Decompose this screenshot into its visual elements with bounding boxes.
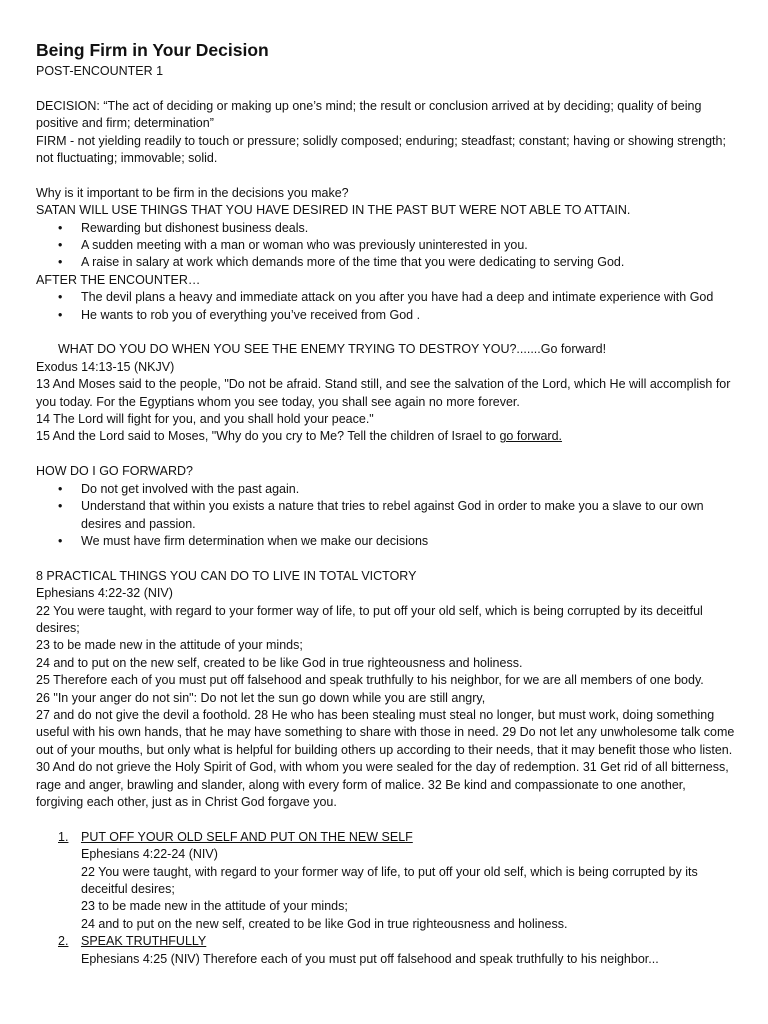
verse-15-text: 15 And the Lord said to Moses, "Why do you cry to Me? Tell the children of Israel to [36,429,500,444]
after-heading: AFTER THE ENCOUNTER… [36,272,201,287]
document-page [36,38,736,968]
point-line: 23 to be made new in the attitude of your minds; [81,899,348,914]
spacer [36,446,736,463]
list-item: • Understand that within you exists a nature that tries to rebel against God in order to make you a slave to our own desires and passion. [36,498,736,533]
spacer [36,167,736,184]
practical-heading: 8 PRACTICAL THINGS YOU CAN DO TO LIVE IN TOTAL VICTORY [36,568,417,583]
satan-heading: SATAN WILL USE THINGS THAT YOU HAVE DESIRED IN THE PAST BUT WERE NOT ABLE TO ATTAIN. [36,203,631,218]
enemy-question: WHAT DO YOU DO WHEN YOU SEE THE ENEMY TRYING TO DESTROY YOU?.......Go forward! [58,342,607,357]
spacer [36,324,736,341]
point-line: Ephesians 4:22-24 (NIV) [81,847,218,862]
point-line: 22 You were taught, with regard to your former way of life, to put off your old self, which is being corrupted by its deceitful desires; [81,864,698,896]
point-heading: PUT OFF YOUR OLD SELF AND PUT ON THE NEW SELF [81,829,413,844]
list-item: • Do not get involved with the past again. [36,481,736,498]
list-item: • He wants to rob you of everything you’ve received from God . [36,307,736,324]
document-title: Being Firm in Your Decision [36,40,269,60]
definition-decision: DECISION: “The act of deciding or making up one’s mind; the result or conclusion arrived at by deciding; quality of being positive and firm; determination” [36,98,702,131]
spacer [36,80,736,97]
forward-list [36,481,736,551]
verse-26: 26 "In your anger do not sin": Do not let the sun go down while you are still angry, [36,690,486,705]
list-item: • A sudden meeting with a man or woman who was previously uninterested in you. [36,237,736,254]
definition-firm: FIRM - not yielding readily to touch or pressure; solidly composed; enduring; steadfast; constant; having or showing strength; not fluctuating; immovable; solid. [36,133,726,166]
verse-25: 25 Therefore each of you must put off falsehood and speak truthfully to his neighbor, for we are all members of one body. [36,673,704,688]
scripture-reference: Ephesians 4:22-32 (NIV) [36,586,173,601]
verse-27-32: 27 and do not give the devil a foothold. 28 He who has been stealing must steal no longer, but must work, doing something useful with his own hands, that he may have something to share with those in need. 29 Do not let any unwholesome talk come out of your mouths, but only what is helpful for building others up according to their needs, that it may benefit those who listen. 30 And do not grieve the Holy Spirit of God, with whom you were sealed for the day of redemption. 31 Get rid of all bitterness, rage and anger, brawling and slander, along with every form of malice. 32 Be kind and compassionate to one another, forgiving each other, just as in Christ God forgave you. [36,707,735,809]
verse-24: 24 and to put on the new self, created to be like God in true righteousness and holiness. [36,655,523,670]
point-number: 1. [58,829,69,844]
verse-15 [36,428,736,445]
spacer [36,550,736,567]
verse-14: 14 The Lord will fight for you, and you shall hold your peace." [36,412,374,427]
verse-22: 22 You were taught, with regard to your former way of life, to put off your old self, which is being corrupted by its deceitful desires; [36,603,703,635]
verse-23: 23 to be made new in the attitude of your minds; [36,638,303,653]
satan-list [36,220,736,272]
point-number: 2. [58,934,69,949]
spacer [36,811,736,828]
point-heading: SPEAK TRUTHFULLY [81,934,207,949]
list-item: • A raise in salary at work which demands more of the time that you were dedicating to serving God. [36,254,736,271]
go-forward-underlined: go forward. [499,429,563,444]
numbered-point [36,829,736,933]
scripture-reference: Exodus 14:13-15 (NKJV) [36,359,175,374]
point-line: Ephesians 4:25 (NIV) Therefore each of you must put off falsehood and speak truthfully to his neighbor... [81,951,659,966]
after-list [36,289,736,324]
list-item: • The devil plans a heavy and immediate attack on you after you have had a deep and intimate experience with God [36,289,736,306]
document-subtitle: POST-ENCOUNTER 1 [36,64,164,78]
forward-question: HOW DO I GO FORWARD? [36,464,193,479]
list-item: • Rewarding but dishonest business deals. [36,220,736,237]
list-item: • We must have firm determination when we make our decisions [36,533,736,550]
point-line: 24 and to put on the new self, created to be like God in true righteousness and holiness. [81,916,568,931]
why-question: Why is it important to be firm in the decisions you make? [36,185,349,200]
verse-13: 13 And Moses said to the people, "Do not be afraid. Stand still, and see the salvation of the Lord, which He will accomplish for you today. For the Egyptians whom you see today, you shall see again no more forever. [36,377,731,409]
numbered-point [36,933,736,968]
